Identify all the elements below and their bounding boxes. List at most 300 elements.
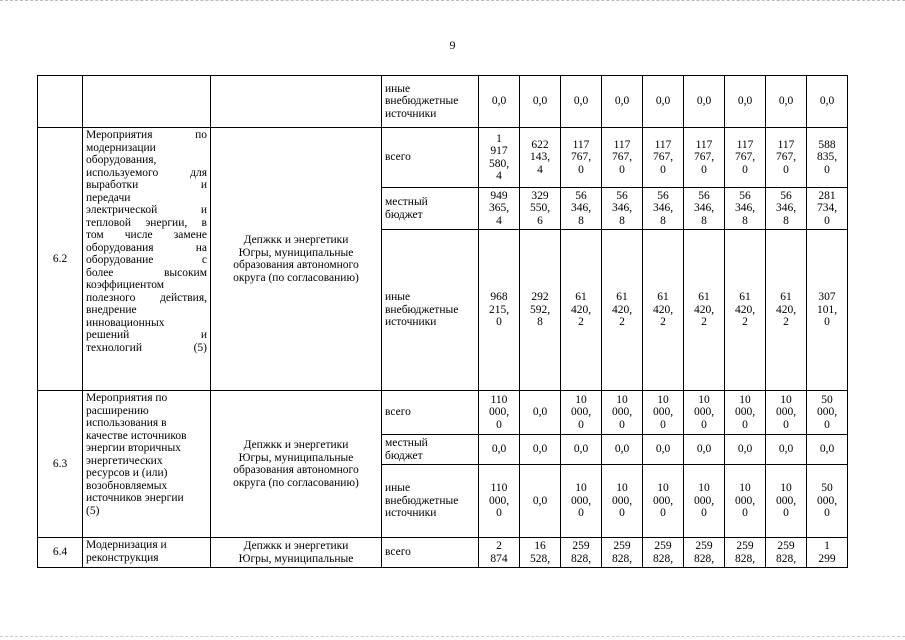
value-cell [766, 230, 807, 391]
value-cell [602, 435, 643, 465]
cell-text-line: Югры, муниципальные [238, 552, 354, 565]
row-number: 6.3 [38, 391, 83, 538]
cell-text-line: 259 [654, 540, 672, 552]
value-cell [520, 230, 561, 391]
value-cell [561, 391, 602, 435]
cell-text-line: 4 [537, 163, 543, 176]
funding-source-cell [382, 76, 479, 128]
value-cell [807, 435, 848, 465]
value-cell: 0,0 [602, 76, 643, 128]
cell-text-line: 0 [824, 316, 830, 329]
value-cell [561, 465, 602, 538]
measure-name [83, 391, 211, 538]
responsible-executor [211, 128, 382, 391]
value-cell: 0,0 [766, 76, 807, 128]
cell-text-line: Депжкк и энергетики [243, 540, 349, 552]
cell-text-line: 346, [570, 202, 592, 215]
cell-text-line: 346, [734, 202, 756, 215]
cell-text-line: 0 [619, 163, 625, 176]
cell-text-line: 828, [611, 552, 633, 565]
cell-text-line: 346, [652, 202, 674, 215]
value-cell [561, 188, 602, 230]
cell-text-line: 622 [531, 138, 549, 151]
cell-text-line: 61 [698, 291, 710, 304]
value-cell [725, 391, 766, 435]
cell-text-line: источники [385, 507, 437, 520]
cell-text-line: 61 [780, 291, 792, 304]
cell-text-line: технологий (5) [86, 341, 207, 354]
cell-text-line: 0,0 [532, 443, 548, 456]
value-cell [561, 128, 602, 188]
cell-text-line: реконструкция [86, 551, 159, 564]
cell-text-line: образования автономного [233, 259, 359, 271]
cell-text-line: внебюджетные [385, 303, 459, 316]
value-cell: 0,0 [520, 76, 561, 128]
cell-text-line: 0,0 [737, 443, 753, 456]
value-cell [602, 188, 643, 230]
cell-text-line: 215, [488, 303, 510, 316]
value-cell [643, 128, 684, 188]
cell-text-line: 50 [821, 482, 833, 495]
cell-text-line: 281 [818, 189, 836, 202]
cell-text-line: 0,0 [532, 494, 548, 507]
cell-text-line: 1 [496, 132, 502, 145]
cell-text-line: округа (по согласованию) [233, 476, 359, 489]
value-cell [684, 128, 725, 188]
funding-source-cell [382, 465, 479, 538]
cell-text-line: 292 [531, 291, 549, 304]
cell-text-line: 10 [780, 393, 792, 406]
value-cell [725, 465, 766, 538]
cell-text-line: 0 [742, 163, 748, 176]
value-cell: 0,0 [684, 76, 725, 128]
cell-text-line: 828, [652, 552, 674, 565]
cell-text-line: иные [385, 82, 411, 95]
cell-text-line: 10 [575, 393, 587, 406]
cell-text-line: 101, [816, 303, 838, 316]
cell-text-line: бюджет [385, 208, 423, 221]
cell-text-line: 8 [578, 214, 584, 227]
cell-text-line: более высоким [86, 266, 207, 279]
cell-text-line: 828, [570, 552, 592, 565]
cell-text-line: 0 [701, 163, 707, 176]
cell-text-line: 767, [652, 151, 674, 164]
value-cell [479, 188, 520, 230]
cell-text-line: 117 [613, 138, 631, 151]
cell-text-line: 2 [619, 316, 625, 329]
cell-text-line: 420, [611, 303, 633, 316]
cell-text-line: 56 [780, 189, 792, 202]
responsible-cell [211, 76, 382, 128]
cell-text-line: 61 [575, 291, 587, 304]
cell-text-line: 16 [534, 540, 546, 552]
cell-text-line: 000, [816, 406, 838, 419]
cell-text-line: 8 [701, 214, 707, 227]
funding-source-cell [382, 538, 479, 568]
cell-text-line: 259 [777, 540, 795, 552]
cell-text-line: 0,0 [696, 443, 712, 456]
value-cell [766, 435, 807, 465]
cell-text-line: расширению [86, 404, 149, 417]
cell-text-line: 56 [616, 189, 628, 202]
cell-text-line: 365, [488, 202, 510, 215]
cell-text-line: 10 [739, 482, 751, 495]
cell-text-line: внебюджетные [385, 494, 459, 507]
cell-text-line: 000, [652, 494, 674, 507]
value-cell [479, 538, 520, 568]
cell-text-line: местный [385, 196, 428, 208]
cell-text-line: используемого для [86, 166, 207, 179]
cell-text-line: 10 [698, 393, 710, 406]
cell-text-line: энергии вторичных [86, 442, 181, 454]
value-cell [643, 538, 684, 568]
value-cell [725, 435, 766, 465]
value-cell [602, 465, 643, 538]
cell-text-line: 917 [490, 145, 508, 157]
cell-text-line: 0,0 [778, 443, 794, 456]
cell-text-line: оборудования на [86, 241, 207, 254]
cell-text-line: 000, [734, 494, 756, 507]
value-cell [479, 391, 520, 435]
cell-text-line: 117 [777, 138, 795, 151]
measure-name [83, 538, 211, 568]
cell-text-line: 0 [742, 507, 748, 520]
cell-text-line: Югры, муниципальные [238, 451, 354, 464]
value-cell [479, 230, 520, 391]
cell-text-line: качестве источников [86, 429, 187, 442]
cell-text-line: 420, [570, 303, 592, 316]
page-top-edge [0, 0, 905, 1]
cell-text-line: 000, [693, 406, 715, 419]
cell-text-line: 346, [693, 202, 715, 215]
cell-text-line: 734, [816, 202, 838, 215]
cell-text-line: оборудование с [86, 254, 207, 266]
cell-text-line: Депжкк и энергетики [243, 234, 349, 246]
cell-text-line: 0 [660, 163, 666, 176]
cell-text-line: Мероприятия по [86, 392, 168, 404]
cell-text-line: 1 [824, 540, 830, 552]
cell-text-line: внедрение [86, 304, 137, 316]
cell-text-line: внебюджетные [385, 95, 459, 108]
cell-text-line: 000, [611, 406, 633, 419]
value-cell [766, 128, 807, 188]
cell-text-line: 110 [490, 482, 508, 495]
cell-text-line: 0 [578, 507, 584, 520]
cell-text-line: 0 [824, 214, 830, 227]
cell-text-line: электрической и [86, 204, 207, 216]
cell-text-line: 0,0 [491, 443, 507, 456]
cell-text-line: 10 [657, 482, 669, 495]
value-cell [479, 435, 520, 465]
cell-text-line: 10 [739, 393, 751, 406]
value-cell: 0,0 [725, 76, 766, 128]
cell-text-line: 420, [693, 303, 715, 316]
cell-text-line: 767, [775, 151, 797, 164]
cell-text-line: Депжкк и энергетики [243, 439, 349, 451]
cell-text-line: тепловой энергии, в [86, 216, 207, 229]
cell-text-line: решений и [86, 329, 207, 341]
row-num-cell [38, 76, 83, 128]
cell-text-line: 588 [818, 138, 836, 151]
cell-text-line: использования в [86, 417, 167, 429]
cell-text-line: 0 [824, 507, 830, 520]
cell-text-line: 000, [693, 494, 715, 507]
cell-text-line: том числе замене [86, 229, 207, 241]
cell-text-line: 10 [657, 393, 669, 406]
cell-text-line: 61 [657, 291, 669, 304]
cell-text-line: 8 [783, 214, 789, 227]
cell-text-line: 000, [775, 494, 797, 507]
responsible-executor [211, 391, 382, 538]
cell-text-line: 56 [575, 189, 587, 202]
cell-text-line: 0 [783, 418, 789, 431]
cell-text-line: 8 [619, 214, 625, 227]
cell-text-line: 346, [611, 202, 633, 215]
cell-text-line: 528, [529, 552, 551, 565]
cell-text-line: 4 [496, 214, 502, 227]
cell-text-line: 259 [613, 540, 631, 552]
cell-text-line: 2 [578, 316, 584, 329]
cell-text-line: 0 [496, 507, 502, 520]
value-cell [766, 465, 807, 538]
value-cell [479, 128, 520, 188]
value-cell [643, 230, 684, 391]
cell-text-line: модернизации [86, 141, 156, 154]
cell-text-line: 000, [816, 494, 838, 507]
cell-text-line: 000, [734, 406, 756, 419]
cell-text-line: 143, [529, 151, 551, 164]
value-cell [520, 465, 561, 538]
value-cell [643, 435, 684, 465]
cell-text-line: 420, [652, 303, 674, 316]
cell-text-line: 580, [488, 157, 510, 170]
cell-text-line: 0,0 [819, 443, 835, 456]
value-cell [479, 465, 520, 538]
cell-text-line: 0 [742, 418, 748, 431]
funding-source-cell [382, 230, 479, 391]
cell-text-line: 828, [734, 552, 756, 565]
funding-source-cell [382, 391, 479, 435]
cell-text-line: энергетических [86, 454, 163, 467]
value-cell [602, 128, 643, 188]
value-cell [807, 188, 848, 230]
cell-text-line: иные [385, 291, 411, 304]
value-cell [725, 538, 766, 568]
cell-text-line: 61 [616, 291, 628, 304]
cell-text-line: 550, [529, 202, 551, 215]
cell-text-line: 000, [652, 406, 674, 419]
cell-text-line: 10 [616, 393, 628, 406]
cell-text-line: 56 [698, 189, 710, 202]
value-cell [807, 538, 848, 568]
cell-text-line: источники [385, 316, 437, 329]
cell-text-line: передачи [86, 191, 131, 204]
cell-text-line: 0,0 [573, 443, 589, 456]
table-row [38, 391, 848, 435]
cell-text-line: 420, [775, 303, 797, 316]
cell-text-line: бюджет [385, 449, 423, 462]
value-cell [643, 391, 684, 435]
cell-text-line: выработки и [86, 179, 207, 191]
value-cell [725, 128, 766, 188]
cell-text-line: 8 [537, 316, 543, 329]
cell-text-line: 117 [572, 138, 590, 151]
cell-text-line: коэффициентом [86, 279, 165, 291]
cell-text-line: (5) [86, 504, 100, 517]
cell-text-line: образования автономного [233, 464, 359, 476]
cell-text-line: 0 [578, 163, 584, 176]
funding-source-cell [382, 128, 479, 188]
cell-text-line: 0 [824, 163, 830, 176]
cell-text-line: 117 [695, 138, 713, 151]
cell-text-line: 000, [488, 494, 510, 507]
cell-text-line: округа (по согласованию) [233, 271, 359, 284]
cell-text-line: 000, [611, 494, 633, 507]
value-cell [766, 538, 807, 568]
value-cell: 0,0 [643, 76, 684, 128]
table-row [38, 538, 848, 568]
cell-text-line: 10 [616, 482, 628, 495]
cell-text-line: 346, [775, 202, 797, 215]
cell-text-line: 10 [698, 482, 710, 495]
value-cell [807, 465, 848, 538]
cell-text-line: всего [385, 546, 411, 559]
value-cell [684, 465, 725, 538]
cell-text-line: 2 [783, 316, 789, 329]
cell-text-line: 767, [693, 151, 715, 164]
value-cell [602, 230, 643, 391]
cell-text-line: 0 [496, 316, 502, 329]
cell-text-line: всего [385, 406, 411, 419]
value-cell [602, 538, 643, 568]
funding-source-cell [382, 188, 479, 230]
cell-text-line: 259 [695, 540, 713, 552]
cell-text-line: источников энергии [86, 492, 184, 504]
cell-text-line: возобновляемых [86, 479, 168, 492]
cell-text-line: 2 [742, 316, 748, 329]
cell-text-line: 10 [575, 482, 587, 495]
value-cell: 0,0 [561, 76, 602, 128]
value-cell [561, 435, 602, 465]
value-cell [561, 538, 602, 568]
cell-text-line: 0 [824, 418, 830, 431]
cell-text-line: ресурсов и (или) [86, 467, 168, 479]
cell-text-line: 56 [657, 189, 669, 202]
cell-text-line: 000, [570, 494, 592, 507]
cell-text-line: 000, [570, 406, 592, 419]
value-cell [561, 230, 602, 391]
cell-text-line: 117 [654, 138, 672, 151]
value-cell [520, 188, 561, 230]
cell-text-line: 767, [734, 151, 756, 164]
cell-text-line: 307 [818, 291, 836, 304]
value-cell: 0,0 [807, 76, 848, 128]
value-cell [807, 230, 848, 391]
cell-text-line: 117 [736, 138, 754, 151]
cell-text-line: 0 [660, 418, 666, 431]
cell-text-line: 835, [816, 151, 838, 164]
cell-text-line: 0 [496, 418, 502, 431]
cell-text-line: полезного действия, [86, 291, 207, 304]
value-cell [766, 391, 807, 435]
cell-text-line: 949 [490, 189, 508, 202]
value-cell: 0,0 [479, 76, 520, 128]
cell-text-line: 56 [739, 189, 751, 202]
cell-text-line: 0 [701, 418, 707, 431]
cell-text-line: 828, [775, 552, 797, 565]
cell-text-line: Мероприятия по [86, 129, 207, 141]
cell-text-line: 968 [490, 291, 508, 304]
cell-text-line: 0,0 [532, 406, 548, 419]
page-number: 9 [449, 38, 456, 52]
cell-text-line: 0 [660, 507, 666, 520]
cell-text-line: 828, [693, 552, 715, 565]
value-cell [520, 435, 561, 465]
cell-text-line: оборудования, [86, 154, 157, 166]
cell-text-line: 329 [531, 189, 549, 202]
cell-text-line: Югры, муниципальные [238, 246, 354, 259]
cell-text-line: местный [385, 437, 428, 449]
measure-name-cell [83, 76, 211, 128]
cell-text-line: 4 [496, 170, 502, 182]
cell-text-line: инновационных [86, 316, 165, 329]
cell-text-line: 000, [775, 406, 797, 419]
page-bottom-edge [0, 636, 905, 637]
value-cell [643, 188, 684, 230]
cell-text-line: 592, [529, 303, 551, 316]
row-number: 6.4 [38, 538, 83, 568]
value-cell [807, 128, 848, 188]
cell-text-line: 50 [821, 393, 833, 406]
cell-text-line: 2 [496, 540, 502, 552]
cell-text-line: 0,0 [655, 443, 671, 456]
value-cell [725, 230, 766, 391]
value-cell [520, 538, 561, 568]
value-cell [684, 188, 725, 230]
cell-text-line: 259 [736, 540, 754, 552]
cell-text-line: иные [385, 482, 411, 495]
table-row [38, 76, 848, 128]
value-cell [684, 435, 725, 465]
cell-text-line: 61 [739, 291, 751, 304]
table-row [38, 128, 848, 188]
program-table [37, 75, 848, 568]
cell-text-line: 299 [818, 552, 836, 565]
cell-text-line: 767, [611, 151, 633, 164]
cell-text-line: 0 [578, 418, 584, 431]
cell-text-line: 8 [742, 214, 748, 227]
cell-text-line: 8 [660, 214, 666, 227]
cell-text-line: 0 [783, 507, 789, 520]
value-cell [684, 538, 725, 568]
cell-text-line: 874 [490, 552, 508, 565]
value-cell [643, 465, 684, 538]
measure-name [83, 128, 211, 391]
row-number: 6.2 [38, 128, 83, 391]
cell-text-line: 2 [701, 316, 707, 329]
cell-text-line: 10 [780, 482, 792, 495]
cell-text-line: 420, [734, 303, 756, 316]
cell-text-line: 767, [570, 151, 592, 164]
cell-text-line: 0 [701, 507, 707, 520]
value-cell [520, 128, 561, 188]
responsible-executor [211, 538, 382, 568]
cell-text-line: 110 [490, 393, 508, 406]
cell-text-line: 2 [660, 316, 666, 329]
value-cell [766, 188, 807, 230]
cell-text-line: 0 [619, 418, 625, 431]
cell-text-line: 6 [537, 214, 543, 227]
